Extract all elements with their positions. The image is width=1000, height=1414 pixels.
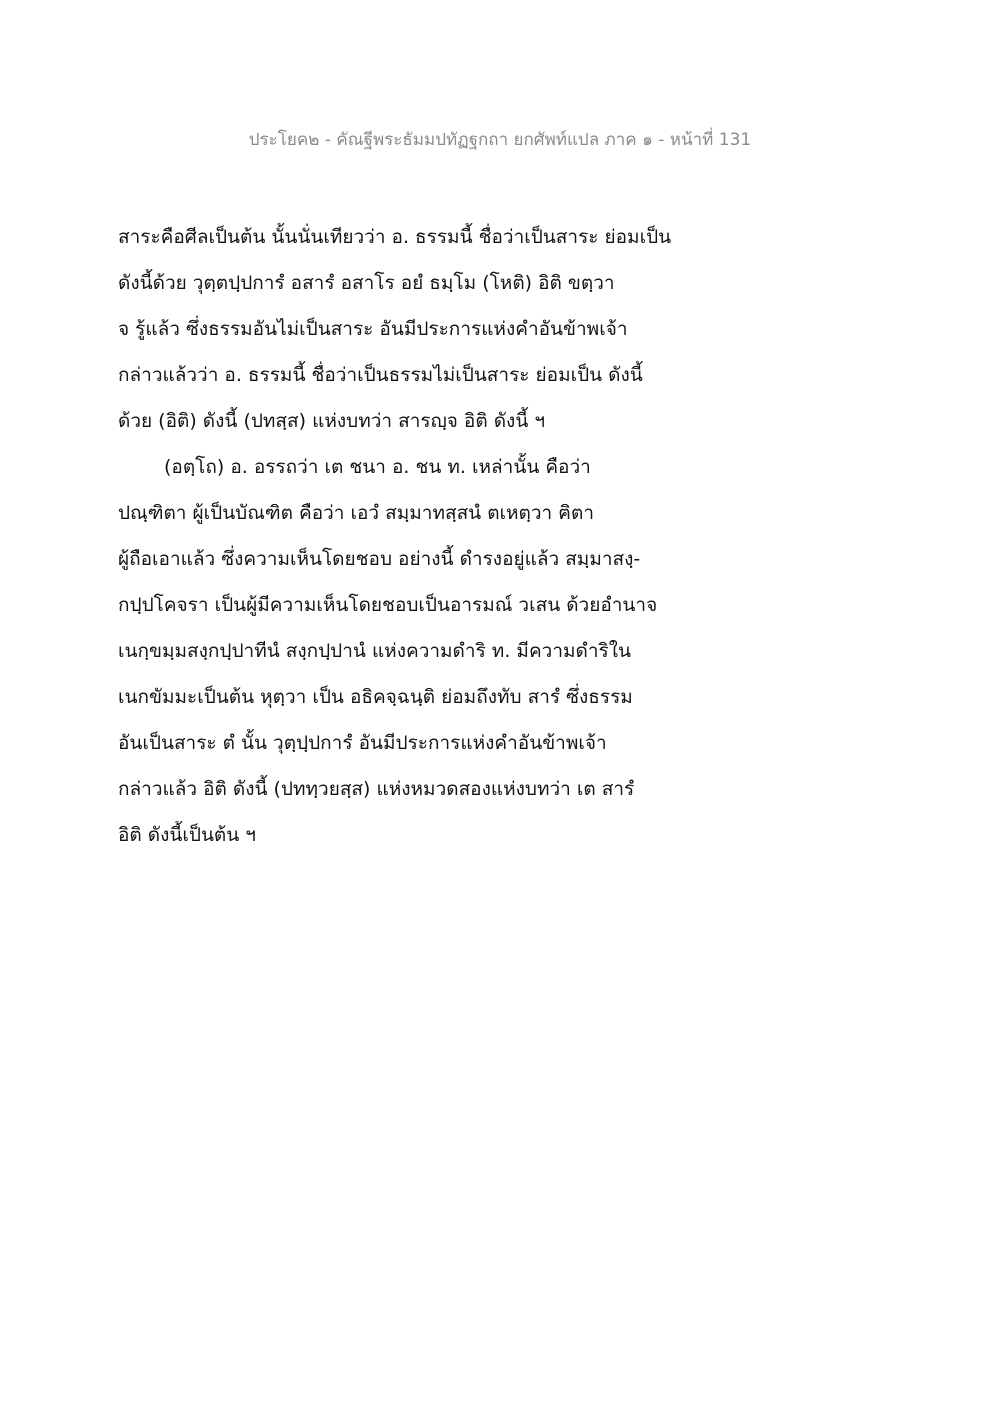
text-line: เนกขัมมะเป็นต้น หุตฺวา เป็น อธิคจฺฉนฺติ ย่อมถึงทับ สารํ ซึ่งธรรม (118, 686, 633, 708)
text-line: จ รู้แล้ว ซึ่งธรรมอันไม่เป็นสาระ อันมีประการแห่งคำอันข้าพเจ้า (118, 318, 628, 340)
text-line: ปณฺฑิตา ผู้เป็นบัณฑิต คือว่า เอวํ สมฺมาทสฺสนํ ตเหตฺวา ฅิตา (118, 502, 594, 524)
text-line: ด้วย (อิติ) ดังนี้ (ปทสฺส) แห่งบทว่า สารญฺจ อิติ ดังนี้ ฯ (118, 410, 546, 432)
text-line: อิติ ดังนี้เป็นต้น ฯ (118, 824, 256, 846)
text-line: อันเป็นสาระ ตํ นั้น วุตฺปฺปการํ อันมีประการแห่งคำอันข้าพเจ้า (118, 732, 607, 754)
text-line: เนกฺขมฺมสงฺกปฺปาทีนํ สงฺกปฺปานํ แห่งความดำริ ท. มีความดำริใน (118, 640, 631, 662)
text-line: ผู้ถือเอาแล้ว ซึ่งความเห็นโดยชอบ อย่างนี้ ดำรงอยู่แล้ว สมฺมาสงฺ- (118, 548, 641, 570)
text-line: กล่าวแล้วว่า อ. ธรรมนี้ ชื่อว่าเป็นธรรมไม่เป็นสาระ ย่อมเป็น ดังนี้ (118, 364, 643, 386)
text-line: ดังนี้ด้วย วุตฺตปฺปการํ อสารํ อสาโร อยํ ธมฺโม (โหติ) อิติ ขตฺวา (118, 272, 615, 294)
paragraph-start-line: (อตฺโถ) อ. อรรถว่า เต ชนา อ. ชน ท. เหล่านั้น คือว่า (164, 456, 591, 478)
text-line: สาระคือศีลเป็นต้น นั้นนั่นเทียวว่า อ. ธรรมนี้ ชื่อว่าเป็นสาระ ย่อมเป็น (118, 226, 672, 248)
text-line: กปฺปโคจรา เป็นผู้มีความเห็นโดยชอบเป็นอารมณ์ วเสน ด้วยอำนาจ (118, 594, 658, 616)
running-header: ประโยค๒ - คัณฐีพระธัมมปทัฏฐกถา ยกศัพท์แปล ภาค ๑ - หน้าที่ 131 (248, 130, 752, 150)
text-line: กล่าวแล้ว อิติ ดังนี้ (ปททฺวยสฺส) แห่งหมวดสองแห่งบทว่า เต สารํ (118, 778, 635, 800)
body-text (118, 214, 718, 858)
